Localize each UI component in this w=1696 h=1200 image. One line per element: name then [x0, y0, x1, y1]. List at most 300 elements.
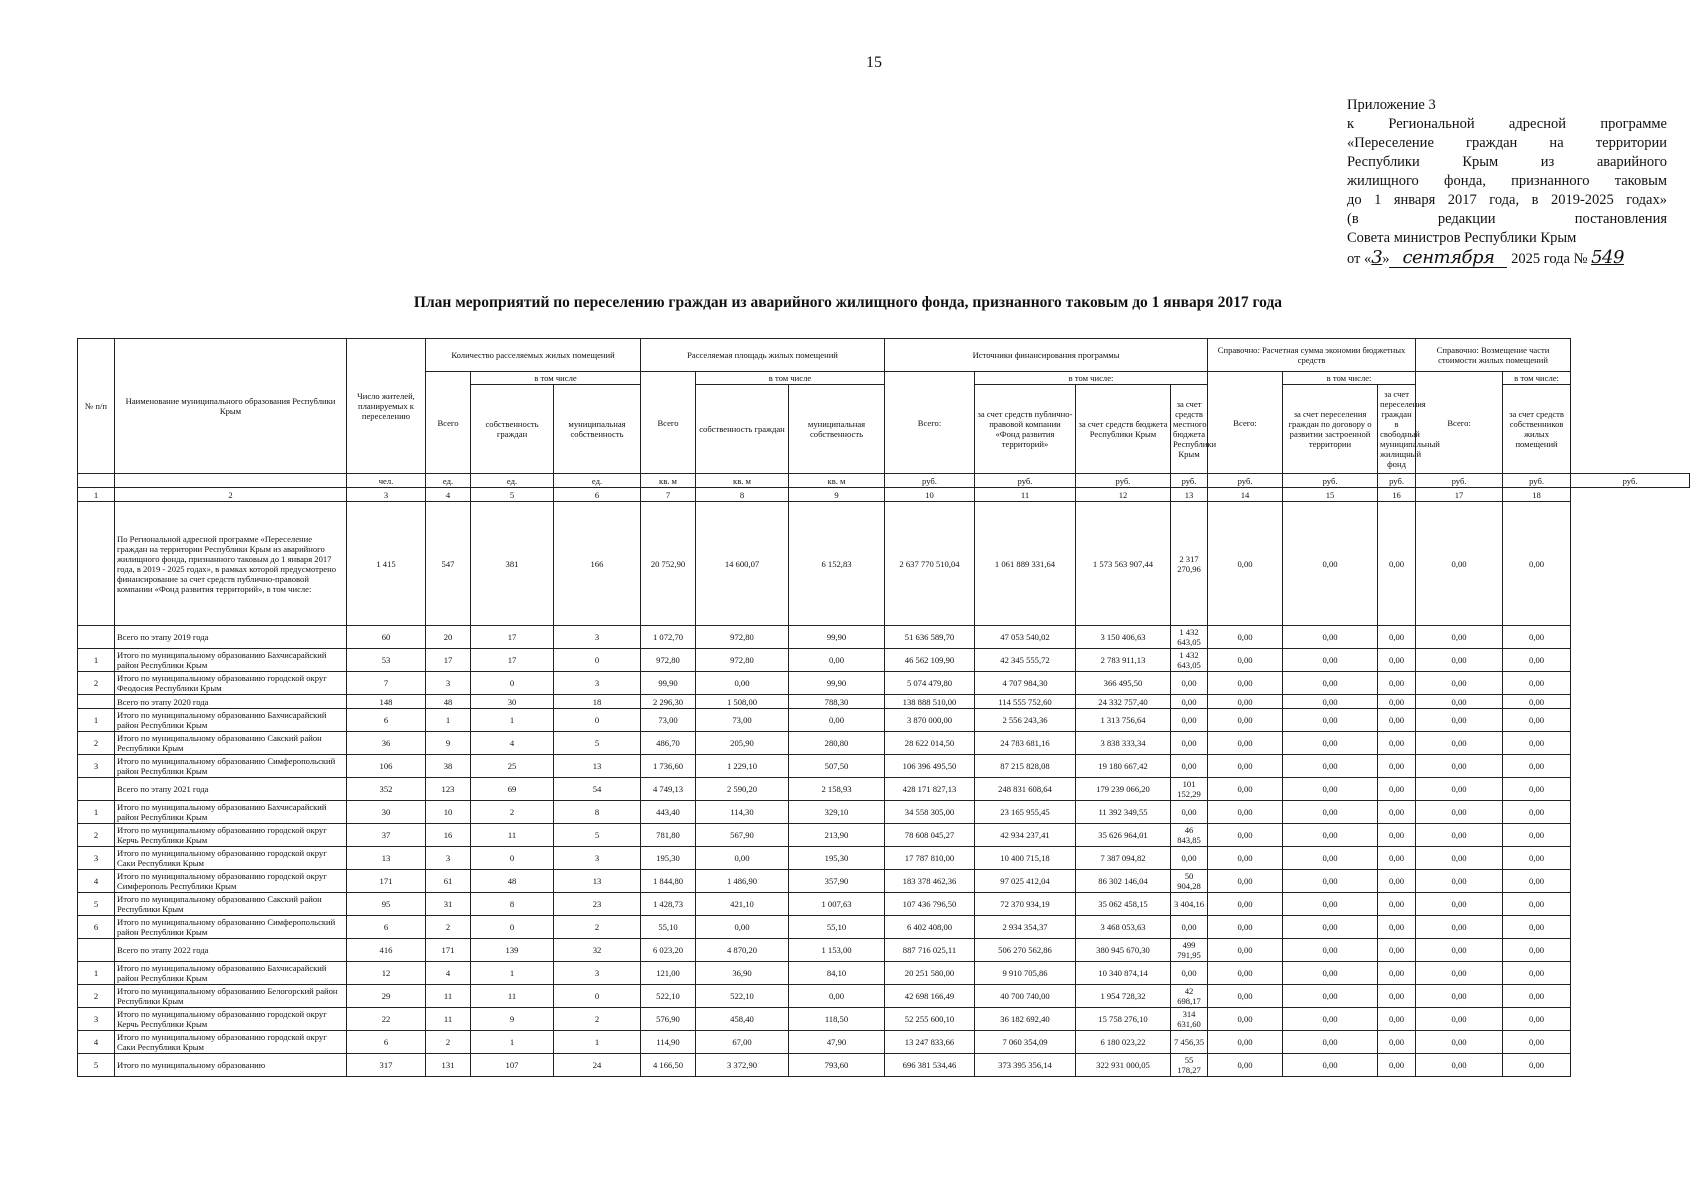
value-cell: 1	[471, 1031, 554, 1054]
value-cell: 32	[554, 939, 641, 962]
municipality-name-cell: Всего по этапу 2019 года	[115, 626, 347, 649]
value-cell: 84,10	[789, 962, 885, 985]
value-cell: 37	[347, 824, 426, 847]
value-cell: 20	[426, 626, 471, 649]
value-cell: 486,70	[641, 732, 696, 755]
row-number-cell: 2	[78, 732, 115, 755]
value-cell: 9	[426, 732, 471, 755]
value-cell: 421,10	[696, 893, 789, 916]
value-cell: 47,90	[789, 1031, 885, 1054]
value-cell: 0	[554, 709, 641, 732]
value-cell: 67,00	[696, 1031, 789, 1054]
value-cell: 0,00	[1416, 672, 1503, 695]
unit-cell: кв. м	[641, 474, 696, 488]
value-cell: 0,00	[696, 672, 789, 695]
value-cell: 36 182 692,40	[975, 1008, 1076, 1031]
value-cell: 24 783 681,16	[975, 732, 1076, 755]
column-number-cell: 16	[1378, 488, 1416, 502]
col-header-incl: в том числе	[696, 372, 885, 385]
value-cell: 9	[471, 1008, 554, 1031]
col-header-econ-1: за счет переселения граждан по договору о развитии застроенной территории	[1283, 385, 1378, 474]
col-header-citizen-prop: собственность граждан	[696, 385, 789, 474]
municipality-row	[78, 870, 1690, 893]
value-cell: 0,00	[1503, 847, 1571, 870]
municipality-name-cell: Итого по муниципальному образованию	[115, 1054, 347, 1077]
value-cell: 0,00	[1416, 1054, 1503, 1077]
value-cell: 3	[426, 847, 471, 870]
value-cell: 107	[471, 1054, 554, 1077]
col-header-comp-1: за счет средств собственников жилых помещений	[1503, 385, 1571, 474]
value-cell: 10 400 715,18	[975, 847, 1076, 870]
value-cell: 0,00	[1378, 1054, 1416, 1077]
value-cell: 28 622 014,50	[885, 732, 975, 755]
value-cell: 972,80	[696, 626, 789, 649]
municipality-name-cell: Итого по муниципальному образованию Симферопольский район Республики Крым	[115, 916, 347, 939]
value-cell: 0,00	[1283, 1031, 1378, 1054]
value-cell: 8	[471, 893, 554, 916]
value-cell: 5	[554, 732, 641, 755]
col-header-rk-budget: за счет средств бюджета Республики Крым	[1076, 385, 1171, 474]
col-header-fund: за счет средств публично-правовой компании «Фонд развития территорий»	[975, 385, 1076, 474]
value-cell: 0	[554, 985, 641, 1008]
value-cell: 0,00	[1378, 626, 1416, 649]
value-cell: 2 556 243,36	[975, 709, 1076, 732]
row-number-cell: 2	[78, 985, 115, 1008]
municipality-row	[78, 672, 1690, 695]
value-cell: 314 631,60	[1171, 1008, 1208, 1031]
value-cell: 114,30	[696, 801, 789, 824]
value-cell: 3	[554, 962, 641, 985]
value-cell: 0,00	[1378, 916, 1416, 939]
value-cell: 53	[347, 649, 426, 672]
col-header-municipal-prop: муниципальная собственность	[554, 385, 641, 474]
value-cell: 148	[347, 695, 426, 709]
value-cell: 3	[554, 672, 641, 695]
stage-total-row	[78, 778, 1690, 801]
value-cell: 0,00	[1283, 1054, 1378, 1077]
value-cell: 23 165 955,45	[975, 801, 1076, 824]
unit-cell: руб.	[885, 474, 975, 488]
plan-table-body	[78, 502, 1690, 1077]
value-cell: 0,00	[1283, 962, 1378, 985]
value-cell: 138 888 510,00	[885, 695, 975, 709]
value-cell: 0,00	[1283, 870, 1378, 893]
municipality-row	[78, 732, 1690, 755]
value-cell: 0,00	[1283, 502, 1378, 626]
value-cell: 443,40	[641, 801, 696, 824]
value-cell: 0,00	[1208, 709, 1283, 732]
value-cell: 20 251 580,00	[885, 962, 975, 985]
column-number-cell: 13	[1171, 488, 1208, 502]
value-cell: 99,90	[789, 672, 885, 695]
value-cell: 50 904,28	[1171, 870, 1208, 893]
value-cell: 1 153,00	[789, 939, 885, 962]
col-header-total: Всего:	[1208, 372, 1283, 474]
value-cell: 0,00	[1416, 695, 1503, 709]
value-cell: 2	[426, 1031, 471, 1054]
value-cell: 0,00	[1171, 847, 1208, 870]
value-cell: 213,90	[789, 824, 885, 847]
value-cell: 0,00	[1171, 916, 1208, 939]
value-cell: 131	[426, 1054, 471, 1077]
row-number-cell: 3	[78, 755, 115, 778]
value-cell: 1 508,00	[696, 695, 789, 709]
value-cell: 3 372,90	[696, 1054, 789, 1077]
value-cell: 0,00	[789, 985, 885, 1008]
value-cell: 2 590,20	[696, 778, 789, 801]
value-cell: 1 229,10	[696, 755, 789, 778]
value-cell: 0,00	[1208, 962, 1283, 985]
value-cell: 1 432 643,05	[1171, 626, 1208, 649]
value-cell: 0,00	[1503, 649, 1571, 672]
value-cell: 2 934 354,37	[975, 916, 1076, 939]
value-cell: 0,00	[1171, 732, 1208, 755]
plan-table	[77, 338, 1690, 1077]
date-year: 2025 года №	[1511, 251, 1588, 267]
value-cell: 0,00	[1171, 709, 1208, 732]
value-cell: 0,00	[1503, 962, 1571, 985]
value-cell: 0,00	[1208, 847, 1283, 870]
value-cell: 0,00	[1503, 732, 1571, 755]
municipality-row	[78, 985, 1690, 1008]
row-number-cell	[78, 502, 115, 626]
value-cell: 0,00	[696, 916, 789, 939]
value-cell: 6	[347, 709, 426, 732]
col-header-total: Всего:	[885, 372, 975, 474]
value-cell: 1 313 756,64	[1076, 709, 1171, 732]
value-cell: 13	[347, 847, 426, 870]
value-cell: 0,00	[1416, 755, 1503, 778]
value-cell: 0,00	[1208, 672, 1283, 695]
value-cell: 0,00	[1503, 985, 1571, 1008]
value-cell: 25	[471, 755, 554, 778]
value-cell: 0,00	[1416, 1008, 1503, 1031]
column-number-cell: 14	[1208, 488, 1283, 502]
value-cell: 8	[554, 801, 641, 824]
col-header-fin-group: Источники финансирования программы	[885, 339, 1208, 372]
value-cell: 60	[347, 626, 426, 649]
value-cell: 46 562 109,90	[885, 649, 975, 672]
unit-cell: руб.	[1208, 474, 1283, 488]
value-cell: 1 432 643,05	[1171, 649, 1208, 672]
unit-cell: ед.	[471, 474, 554, 488]
date-mid: »	[1382, 251, 1390, 267]
value-cell: 11	[426, 1008, 471, 1031]
unit-cell: ед.	[554, 474, 641, 488]
value-cell: 0,00	[1503, 709, 1571, 732]
row-number-cell: 2	[78, 824, 115, 847]
value-cell: 1 954 728,32	[1076, 985, 1171, 1008]
row-number-cell: 5	[78, 1054, 115, 1077]
value-cell: 0,00	[1378, 824, 1416, 847]
units-row	[78, 474, 1690, 488]
value-cell: 13 247 833,66	[885, 1031, 975, 1054]
appendix-line: Республики Крым из аварийного	[1347, 154, 1667, 170]
row-number-cell	[78, 939, 115, 962]
unit-cell: чел.	[347, 474, 426, 488]
header-row	[78, 339, 1690, 372]
value-cell: 506 270 562,86	[975, 939, 1076, 962]
value-cell: 380 945 670,30	[1076, 939, 1171, 962]
value-cell: 23	[554, 893, 641, 916]
value-cell: 171	[347, 870, 426, 893]
column-number-cell: 4	[426, 488, 471, 502]
value-cell: 1	[471, 962, 554, 985]
value-cell: 2	[426, 916, 471, 939]
municipality-row	[78, 1008, 1690, 1031]
value-cell: 0,00	[1416, 939, 1503, 962]
value-cell: 183 378 462,36	[885, 870, 975, 893]
value-cell: 2 637 770 510,04	[885, 502, 975, 626]
value-cell: 0,00	[1416, 626, 1503, 649]
value-cell: 0,00	[1378, 801, 1416, 824]
value-cell: 972,80	[641, 649, 696, 672]
value-cell: 1 573 563 907,44	[1076, 502, 1171, 626]
unit-cell: руб.	[1503, 474, 1571, 488]
value-cell: 887 716 025,11	[885, 939, 975, 962]
value-cell: 15 758 276,10	[1076, 1008, 1171, 1031]
value-cell: 35 626 964,01	[1076, 824, 1171, 847]
municipality-row	[78, 801, 1690, 824]
value-cell: 0	[471, 916, 554, 939]
value-cell: 36	[347, 732, 426, 755]
date-number-handwritten: 549	[1591, 247, 1624, 268]
value-cell: 0,00	[1283, 824, 1378, 847]
value-cell: 1 486,90	[696, 870, 789, 893]
value-cell: 0	[471, 847, 554, 870]
value-cell: 0,00	[1378, 709, 1416, 732]
value-cell: 42 934 237,41	[975, 824, 1076, 847]
value-cell: 0,00	[1503, 824, 1571, 847]
value-cell: 522,10	[696, 985, 789, 1008]
value-cell: 13	[554, 870, 641, 893]
value-cell: 42 698 166,49	[885, 985, 975, 1008]
value-cell: 24 332 757,40	[1076, 695, 1171, 709]
row-number-cell: 4	[78, 870, 115, 893]
municipality-name-cell: Итого по муниципальному образованию городской округ Саки Республики Крым	[115, 1031, 347, 1054]
document-title: План мероприятий по переселению граждан из аварийного жилищного фонда, признанного таковым до 1 января 2017 года	[413, 294, 1283, 311]
value-cell: 18	[554, 695, 641, 709]
value-cell: 0,00	[1416, 801, 1503, 824]
appendix-date-line	[1347, 248, 1667, 269]
unit-cell	[115, 474, 347, 488]
value-cell: 0,00	[1171, 695, 1208, 709]
col-header-citizen-prop: собственность граждан	[471, 385, 554, 474]
value-cell: 10	[426, 801, 471, 824]
value-cell: 46 843,85	[1171, 824, 1208, 847]
value-cell: 17	[471, 626, 554, 649]
municipality-row	[78, 709, 1690, 732]
value-cell: 1 072,70	[641, 626, 696, 649]
col-header-comp-group: Справочно: Возмещение части стоимости жилых помещений	[1416, 339, 1571, 372]
value-cell: 576,90	[641, 1008, 696, 1031]
value-cell: 0,00	[1503, 672, 1571, 695]
value-cell: 972,80	[696, 649, 789, 672]
value-cell: 3 468 053,63	[1076, 916, 1171, 939]
value-cell: 7 060 354,09	[975, 1031, 1076, 1054]
municipality-name-cell: Итого по муниципальному образованию Белогорский район Республики Крым	[115, 985, 347, 1008]
col-header-name: Наименование муниципального образования Республики Крым	[115, 339, 347, 474]
col-header-num: № п/п	[78, 339, 115, 474]
value-cell: 1 415	[347, 502, 426, 626]
value-cell: 0,00	[1503, 801, 1571, 824]
value-cell: 106 396 495,50	[885, 755, 975, 778]
value-cell: 1 061 889 331,64	[975, 502, 1076, 626]
value-cell: 0,00	[1378, 755, 1416, 778]
value-cell: 0,00	[1416, 732, 1503, 755]
value-cell: 0,00	[1378, 672, 1416, 695]
value-cell: 118,50	[789, 1008, 885, 1031]
row-number-cell: 1	[78, 962, 115, 985]
value-cell: 6	[347, 1031, 426, 1054]
row-number-cell: 1	[78, 801, 115, 824]
value-cell: 0,00	[696, 847, 789, 870]
municipality-row	[78, 893, 1690, 916]
value-cell: 7 456,35	[1171, 1031, 1208, 1054]
value-cell: 0,00	[1378, 962, 1416, 985]
appendix-line: «Переселение граждан на территории	[1347, 135, 1667, 151]
value-cell: 2 317 270,96	[1171, 502, 1208, 626]
value-cell: 373 395 356,14	[975, 1054, 1076, 1077]
value-cell: 547	[426, 502, 471, 626]
value-cell: 507,50	[789, 755, 885, 778]
date-prefix: от «	[1347, 251, 1372, 267]
row-number-cell: 3	[78, 847, 115, 870]
value-cell: 788,30	[789, 695, 885, 709]
value-cell: 0,00	[1378, 778, 1416, 801]
value-cell: 0,00	[1283, 985, 1378, 1008]
value-cell: 30	[347, 801, 426, 824]
value-cell: 352	[347, 778, 426, 801]
value-cell: 99,90	[641, 672, 696, 695]
value-cell: 72 370 934,19	[975, 893, 1076, 916]
municipality-row	[78, 1054, 1690, 1077]
municipality-name-cell: Итого по муниципальному образованию городской округ Симферополь Республики Крым	[115, 870, 347, 893]
value-cell: 1	[554, 1031, 641, 1054]
value-cell: 4	[471, 732, 554, 755]
value-cell: 248 831 608,64	[975, 778, 1076, 801]
value-cell: 0,00	[1416, 847, 1503, 870]
value-cell: 0,00	[1208, 778, 1283, 801]
row-number-cell: 2	[78, 672, 115, 695]
value-cell: 3	[554, 847, 641, 870]
value-cell: 17	[426, 649, 471, 672]
municipality-name-cell: Итого по муниципальному образованию Сакский район Республики Крым	[115, 893, 347, 916]
value-cell: 2	[471, 801, 554, 824]
value-cell: 0,00	[1378, 1031, 1416, 1054]
row-number-cell: 1	[78, 649, 115, 672]
value-cell: 0,00	[1378, 939, 1416, 962]
value-cell: 0,00	[1416, 502, 1503, 626]
col-header-qty-group: Количество расселяемых жилых помещений	[426, 339, 641, 372]
value-cell: 12	[347, 962, 426, 985]
value-cell: 48	[426, 695, 471, 709]
appendix-line: жилищного фонда, признанного таковым	[1347, 173, 1667, 189]
row-number-cell	[78, 695, 115, 709]
municipality-name-cell: По Региональной адресной программе «Переселение граждан на территории Республики Крым из аварийного жилищного фонда, признанного таковым до 1 января 2017 года, в 2019 - 2025 годах», в рамках которой предусмотрено финансирование за счет средств публично-правовой компании «Фонд развития территорий», в том числе:	[115, 502, 347, 626]
column-number-cell: 12	[1076, 488, 1171, 502]
municipality-row	[78, 962, 1690, 985]
appendix-line: Совета министров Республики Крым	[1347, 230, 1577, 246]
value-cell: 42 698,17	[1171, 985, 1208, 1008]
value-cell: 499 791,95	[1171, 939, 1208, 962]
col-header-municipal-prop: муниципальная собственность	[789, 385, 885, 474]
column-number-cell: 3	[347, 488, 426, 502]
municipality-name-cell: Итого по муниципальному образованию Сакский район Республики Крым	[115, 732, 347, 755]
value-cell: 3 870 000,00	[885, 709, 975, 732]
value-cell: 78 608 045,27	[885, 824, 975, 847]
value-cell: 366 495,50	[1076, 672, 1171, 695]
value-cell: 0,00	[1208, 626, 1283, 649]
value-cell: 195,30	[641, 847, 696, 870]
value-cell: 0,00	[789, 649, 885, 672]
value-cell: 9 910 705,86	[975, 962, 1076, 985]
municipality-name-cell: Итого по муниципальному образованию городской округ Керчь Республики Крым	[115, 1008, 347, 1031]
value-cell: 0,00	[1416, 1031, 1503, 1054]
value-cell: 5 074 479,80	[885, 672, 975, 695]
value-cell: 280,80	[789, 732, 885, 755]
value-cell: 106	[347, 755, 426, 778]
unit-cell	[78, 474, 115, 488]
value-cell: 0,00	[1503, 502, 1571, 626]
value-cell: 86 302 146,04	[1076, 870, 1171, 893]
program-total-row	[78, 502, 1690, 626]
value-cell: 2 296,30	[641, 695, 696, 709]
col-header-incl: в том числе:	[1283, 372, 1416, 385]
unit-cell: руб.	[1171, 474, 1208, 488]
value-cell: 322 931 000,05	[1076, 1054, 1171, 1077]
value-cell: 696 381 534,46	[885, 1054, 975, 1077]
unit-cell: руб.	[1283, 474, 1378, 488]
value-cell: 6	[347, 916, 426, 939]
value-cell: 0,00	[1416, 778, 1503, 801]
column-number-cell: 15	[1283, 488, 1378, 502]
value-cell: 1	[426, 709, 471, 732]
col-header-total: Всего:	[1416, 372, 1503, 474]
value-cell: 14 600,07	[696, 502, 789, 626]
value-cell: 0,00	[1171, 755, 1208, 778]
value-cell: 11	[426, 985, 471, 1008]
value-cell: 0,00	[1171, 672, 1208, 695]
value-cell: 123	[426, 778, 471, 801]
value-cell: 0,00	[1283, 916, 1378, 939]
col-header-residents: Число жителей, планируемых к переселению	[347, 339, 426, 474]
value-cell: 19 180 667,42	[1076, 755, 1171, 778]
value-cell: 31	[426, 893, 471, 916]
appendix-line: до 1 января 2017 года, в 2019-2025 годах»	[1347, 192, 1667, 208]
col-header-total: Всего	[426, 372, 471, 474]
value-cell: 0,00	[1416, 916, 1503, 939]
value-cell: 38	[426, 755, 471, 778]
value-cell: 0,00	[1208, 695, 1283, 709]
value-cell: 6 402 408,00	[885, 916, 975, 939]
municipality-name-cell: Итого по муниципальному образованию Бахчисарайский район Республики Крым	[115, 962, 347, 985]
value-cell: 22	[347, 1008, 426, 1031]
value-cell: 4	[426, 962, 471, 985]
value-cell: 0,00	[1171, 801, 1208, 824]
appendix-line: (в редакции постановления	[1347, 211, 1667, 227]
municipality-row	[78, 649, 1690, 672]
value-cell: 114,90	[641, 1031, 696, 1054]
value-cell: 0,00	[1503, 939, 1571, 962]
value-cell: 0,00	[1208, 916, 1283, 939]
value-cell: 2	[554, 916, 641, 939]
value-cell: 0,00	[1416, 824, 1503, 847]
col-header-incl: в том числе:	[975, 372, 1208, 385]
value-cell: 0,00	[789, 709, 885, 732]
value-cell: 317	[347, 1054, 426, 1077]
municipality-name-cell: Итого по муниципальному образованию Симферопольский район Республики Крым	[115, 755, 347, 778]
